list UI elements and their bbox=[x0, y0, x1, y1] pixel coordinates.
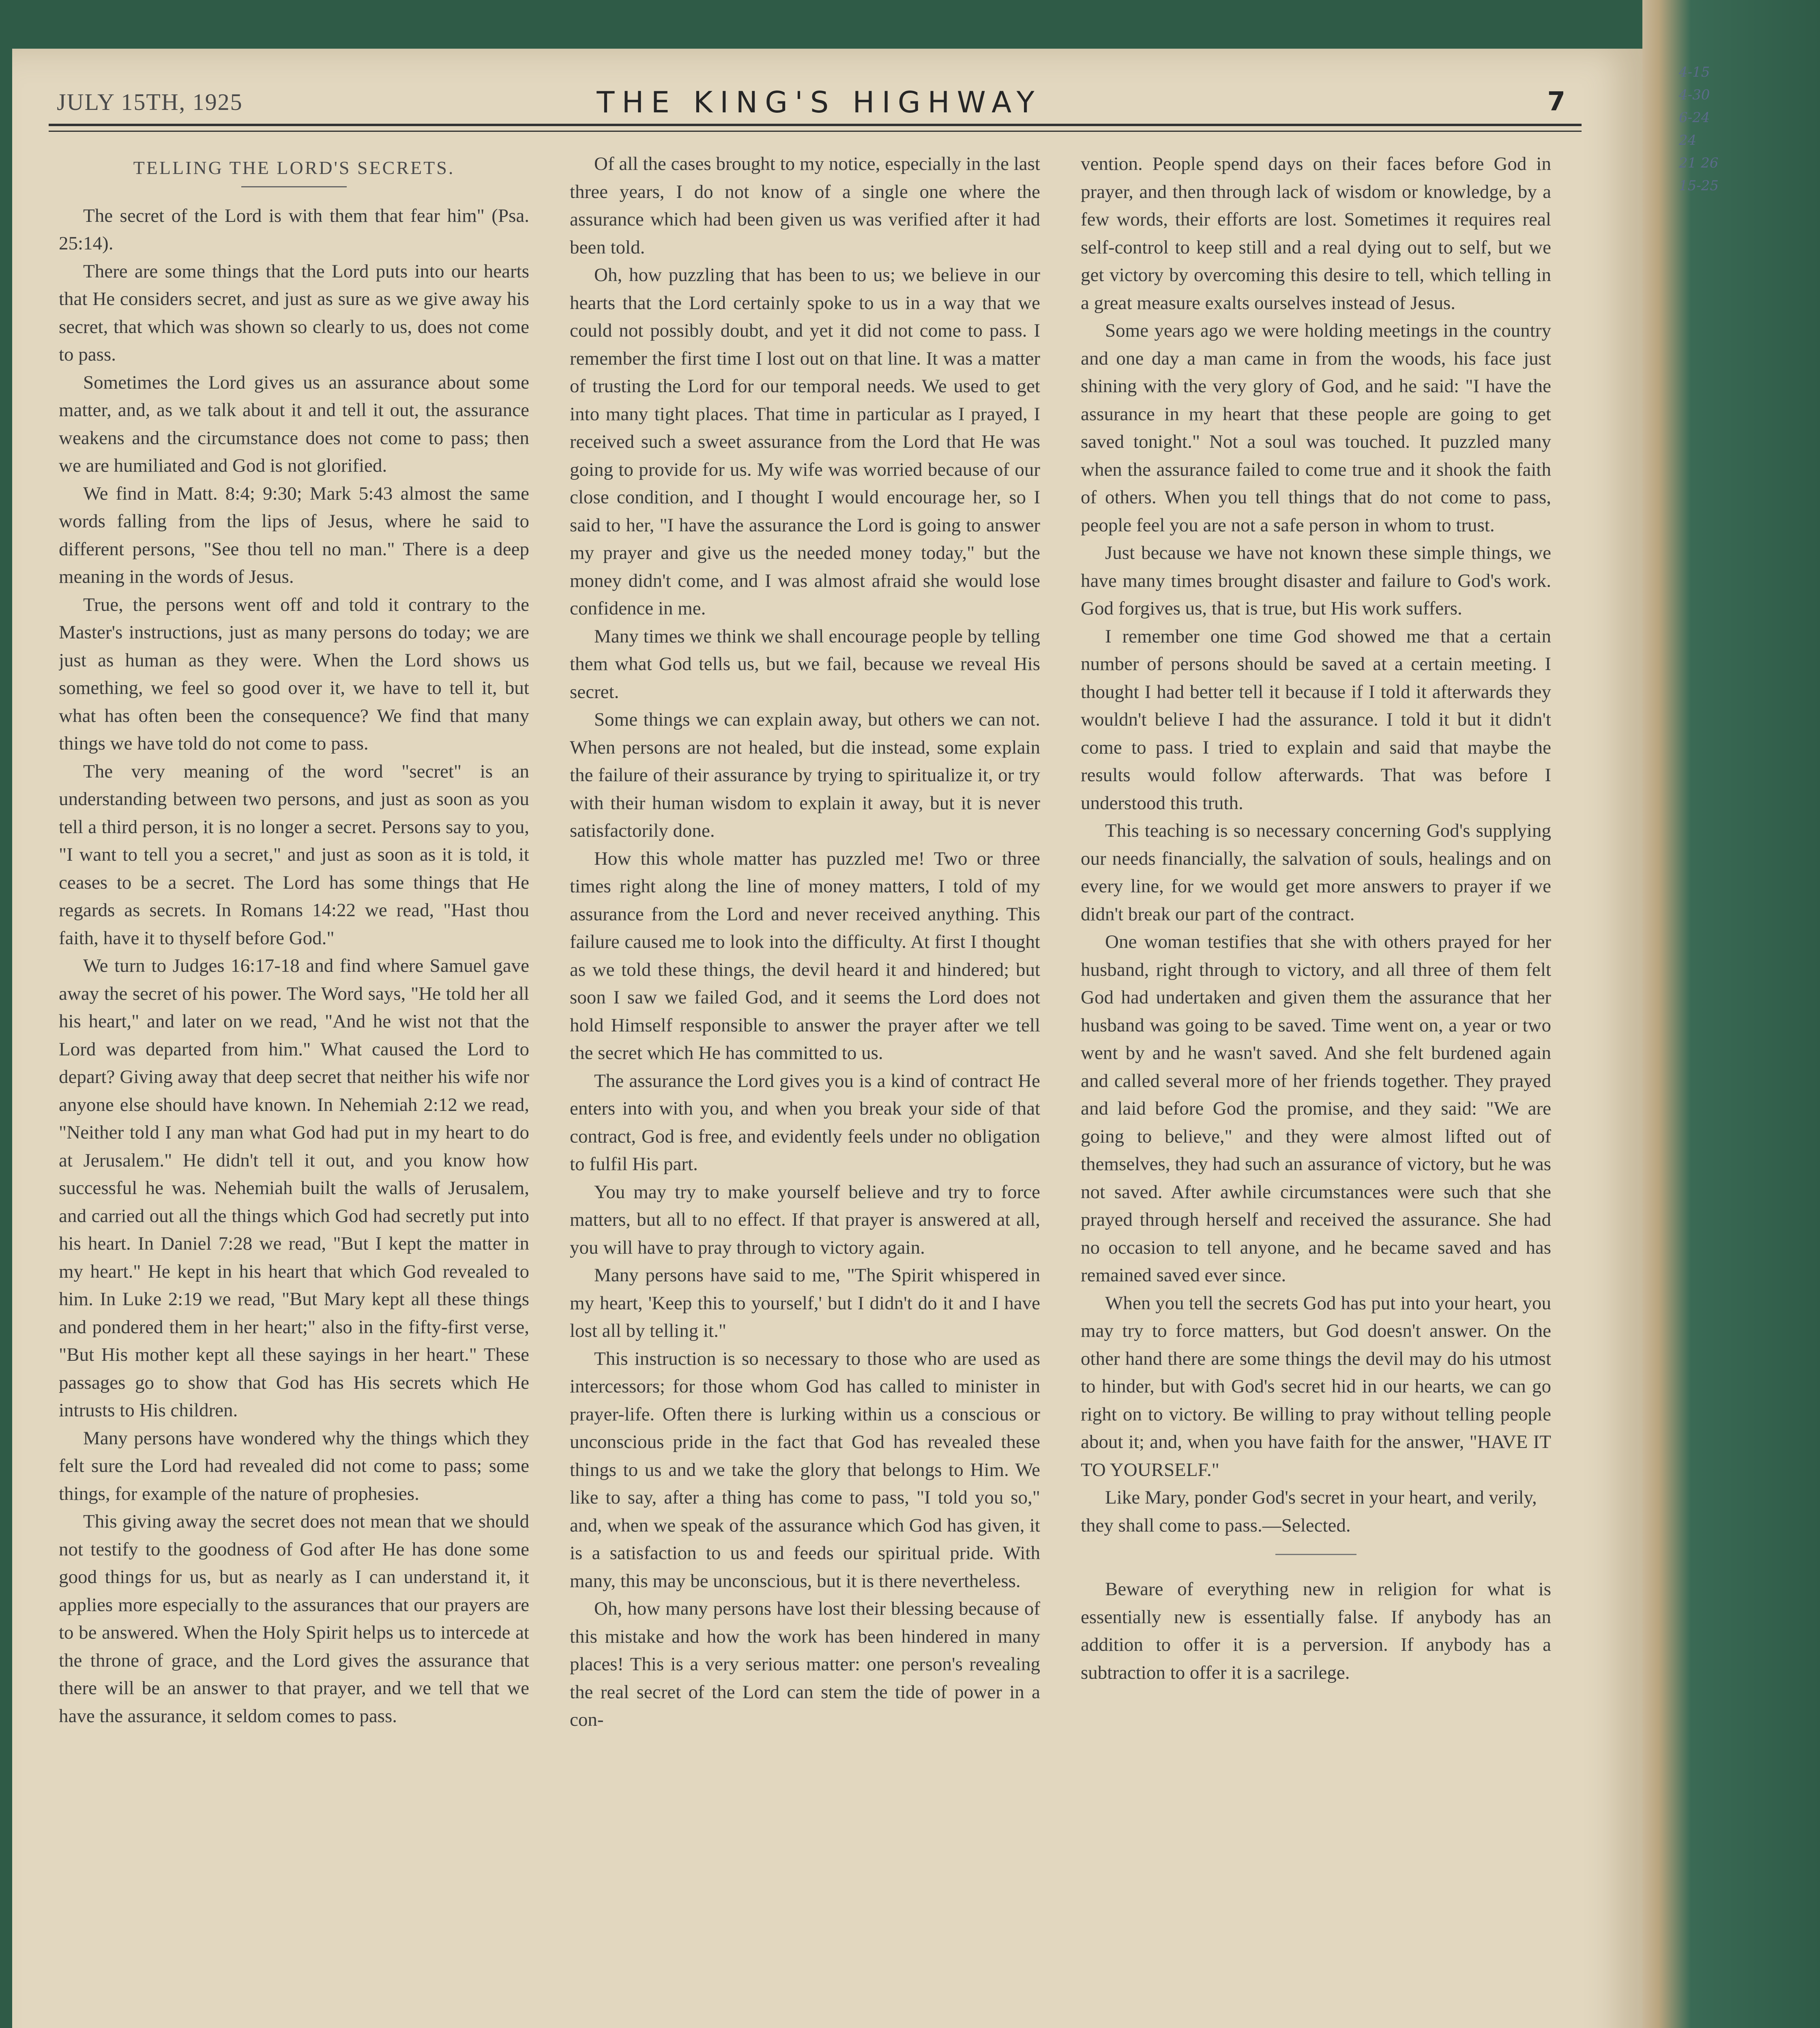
margin-note: 21 26 bbox=[1679, 155, 1719, 171]
text-column-2 bbox=[570, 150, 1040, 2028]
paragraph: I remember one time God showed me that a certain number of persons should be saved at a certain meeting. I thought I had better tell it because if I told it afterwards they wouldn't believe I had the assurance. I told it but it didn't come to pass. I tried to explain and said that maybe the results would follow afterwards. That was before I understood this truth. bbox=[1081, 625, 1551, 814]
paragraph: Of all the cases brought to my notice, especially in the last three years, I do not know of a single one where the assurance which had been given us was verified after it had been told. bbox=[570, 153, 1040, 258]
paragraph: Oh, how puzzling that has been to us; we believe in our hearts that the Lord certainly spoke to us in a way that we could not possibly doubt, and yet it did not come to pass. I remember the first time I lost out on that line. It was a matter of trusting the Lord for our temporal needs. We used to get into many tight places. That time in particular as I prayed, I received such a sweet assurance from the Lord that He was going to provide for us. My wife was worried because of our close condition, and I thought I would encourage her, so I said to her, "I have the assurance the Lord is going to answer my prayer and give us the needed money today," but the money didn't come, and I was almost afraid she would lose confidence in me. bbox=[570, 264, 1040, 619]
handwritten-margin-notes bbox=[1679, 61, 1760, 197]
paragraph: Many persons have wondered why the things which they felt sure the Lord had revealed did not come to pass; some things, for example of the nature of prophesies. bbox=[59, 1427, 529, 1504]
paragraph: Many persons have said to me, "The Spirit whispered in my heart, 'Keep this to yourself,' but I didn't do it and I have lost all by telling it." bbox=[570, 1265, 1040, 1341]
margin-note: 6-24 bbox=[1679, 110, 1710, 126]
paragraph: Some years ago we were holding meetings in the country and one day a man came in from the woods, his face just shining with the very glory of God, and he said: "I have the assurance in my heart that these people are going to get saved tonight." Not a soul was touched. It puzzled many when the assurance failed to come true and it shook the faith of others. When you tell things that do not come to pass, people feel you are not a safe person in whom to trust. bbox=[1081, 320, 1551, 536]
paragraph: Just because we have not known these simple things, we have many times brought disaster and failure to God's work. God forgives us, that is true, but His work suffers. bbox=[1081, 542, 1551, 619]
paragraph: Oh, how many persons have lost their blessing because of this mistake and how the work has been hindered in many places! This is a very serious matter: one person's revealing the real secret of the Lord can stem the tide of power in a con- bbox=[570, 1598, 1040, 1730]
paragraph: This giving away the secret does not mean that we should not testify to the goodness of God after He has done some good things for us, but as nearly as I can understand it, it applies more especially to the assurances that our prayers are to be answered. When the Holy Spirit helps us to intercede at the throne of grace, and the Lord gives the assurance that there will be an answer to that prayer, and we tell that we have the assurance, it seldom comes to pass. bbox=[59, 1511, 529, 1727]
text-column-1 bbox=[59, 150, 529, 2028]
paragraph: This instruction is so necessary to those who are used as intercessors; for those whom God has called to minister in prayer-life. Often there is lurking within us a conscious or unconscious pride in the fact that God has revealed these things to us and we take the glory that belongs to Him. We like to say, after a thing has come to pass, "I told you so," and, when we speak of the assurance which God has given, it is a satisfaction to us and feeds our spiritual pride. With many, this may be unconscious, but it is there nevertheless. bbox=[570, 1348, 1040, 1592]
paragraph: Sometimes the Lord gives us an assurance about some matter, and, as we talk about it and tell it out, the assurance weakens and the circumstance does not come to pass; then we are humiliated and God is not glorified. bbox=[59, 372, 529, 476]
book-binding-edge bbox=[1642, 0, 1820, 2028]
paragraph: This teaching is so necessary concerning God's supplying our needs financially, the salvation of souls, healings and on every line, for we would get more answers to prayer if we didn't break our part of the contract. bbox=[1081, 820, 1551, 925]
paragraph: When you tell the secrets God has put into your heart, you may try to force matters, but God doesn't answer. On the other hand there are some things the devil may do his utmost to hinder, but with God's secret hid in our hearts, we can go right on to victory. Be willing to pray without telling people about it; and, when you have faith for the answer, "HAVE IT TO YOURSELF." bbox=[1081, 1292, 1551, 1480]
paragraph: Some things we can explain away, but others we can not. When persons are not healed, but die instead, some explain the failure of their assurance by trying to spiritualize it, or try with their human wisdom to explain it away, but it is never satisfactorily done. bbox=[570, 709, 1040, 841]
paragraph: You may try to make yourself believe and try to force matters, but all to no effect. If that prayer is answered at all, you will have to pray through to victory again. bbox=[570, 1181, 1040, 1258]
title-divider bbox=[241, 186, 347, 187]
margin-note: 4-30 bbox=[1679, 87, 1710, 103]
article-title: TELLING THE LORD'S SECRETS. bbox=[133, 157, 455, 178]
margin-note: 24 bbox=[1679, 132, 1697, 148]
column-divider bbox=[1275, 1554, 1356, 1555]
paragraph: The secret of the Lord is with them that fear him" (Psa. 25:14). bbox=[59, 205, 529, 254]
page-number: 7 bbox=[1547, 87, 1565, 117]
paragraph: The very meaning of the word "secret" is an understanding between two persons, and just as soon as you tell a third person, it is no longer a secret. Persons say to you, "I want to tell you a secret," and just as soon as it is told, it ceases to be a secret. The Lord has some things that He regards as secrets. In Romans 14:22 we read, "Hast thou faith, have it to thyself before God." bbox=[59, 760, 529, 949]
paragraph: How this whole matter has puzzled me! Two or three times right along the line of money matters, I told of my assurance from the Lord and never received anything. This failure caused me to look into the difficulty. At first I thought as we told these things, the devil heard it and hindered; but soon I saw we failed God, and it seems the Lord does not hold Himself responsible to answer the prayer after we tell the secret which He has committed to us. bbox=[570, 848, 1040, 1063]
issue-date: JULY 15TH, 1925 bbox=[57, 89, 243, 115]
paragraph: One woman testifies that she with others prayed for her husband, right through to victory, and all three of them felt God had undertaken and given them the assurance that her husband was going to be saved. Time went on, a year or two went by and he wasn't saved. And she felt burdened again and called several more of her friends together. They prayed and laid before God the promise, and they said: "We are going to believe," and they were almost lifted out of themselves, they had such an assurance of victory, but he was not saved. After awhile circumstances were such that she prayed through herself and received the assurance. She had no occasion to tell anyone, and he became saved and has remained saved ever since. bbox=[1081, 931, 1551, 1286]
paragraph: The assurance the Lord gives you is a kind of contract He enters into with you, and when you break your side of that contract, God is free, and evidently feels under no obligation to fulfil His part. bbox=[570, 1070, 1040, 1175]
header-rule-thin bbox=[49, 131, 1582, 132]
header-rule bbox=[49, 124, 1582, 126]
text-column-3 bbox=[1081, 150, 1551, 2028]
paragraph: Like Mary, ponder God's secret in your heart, and verily, they shall come to pass.—Selected. bbox=[1081, 1487, 1537, 1536]
paragraph: Many times we think we shall encourage people by telling them what God tells us, but we fail, because we reveal His secret. bbox=[570, 625, 1040, 702]
paragraph: There are some things that the Lord puts into our hearts that He considers secret, and just as sure as we give away his secret, that which was shown so clearly to us, does not come to pass. bbox=[59, 260, 529, 365]
paragraph: vention. People spend days on their faces before God in prayer, and then through lack of wisdom or knowledge, by a few words, their efforts are lost. Sometimes it requires real self-control to keep still and a real dying out to self, but we get victory by overcoming this desire to tell, which telling in a great measure exalts ourselves instead of Jesus. bbox=[1081, 153, 1551, 314]
margin-note: 15-25 bbox=[1679, 178, 1719, 194]
paragraph: We turn to Judges 16:17-18 and find where Samuel gave away the secret of his power. The Word says, "He told her all his heart," and later on we read, "And he wist not that the Lord was departed from him." What caused the Lord to depart? Giving away that deep secret that neither his wife nor anyone else should have known. In Nehemiah 2:12 we read, "Neither told I any man what God had put in my heart to do at Jerusalem." He didn't tell it out, and you know how successful he was. Nehemiah built the walls of Jerusalem, and carried out all the things which God had secretly put into his heart. In Daniel 7:28 we read, "But I kept the matter in my heart." He kept in his heart that which God revealed to him. In Luke 2:19 we read, "But Mary kept all these things and pondered them in her heart;" also in the fifty-first verse, "But His mother kept all these sayings in her heart." These passages go to show that God has His secrets which He intrusts to His children. bbox=[59, 955, 529, 1421]
margin-note: 4-15 bbox=[1679, 64, 1710, 80]
filler-paragraph: Beware of everything new in religion for what is essentially new is essentially false. If anybody has an addition to offer it is a perversion. If anybody has a subtraction to offer it is a sacrilege. bbox=[1081, 1579, 1551, 1683]
paragraph: True, the persons went off and told it contrary to the Master's instructions, just as many persons do today; we are just as human as they were. When the Lord shows us something, we feel so good over it, we have to tell it, but what has often been the consequence? We find that many things we have told do not come to pass. bbox=[59, 594, 529, 754]
page-header bbox=[49, 81, 1590, 126]
publication-title: THE KING'S HIGHWAY bbox=[597, 85, 1042, 119]
paragraph: We find in Matt. 8:4; 9:30; Mark 5:43 almost the same words falling from the lips of Jesus, where he said to different persons, "See thou tell no man." There is a deep meaning in the words of Jesus. bbox=[59, 483, 529, 587]
